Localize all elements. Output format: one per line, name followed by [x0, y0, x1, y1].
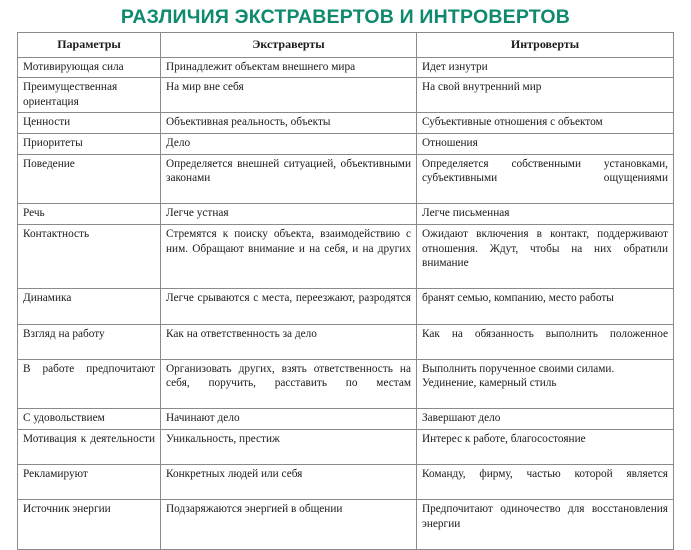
header-row — [18, 33, 674, 58]
cell-parameter: Приоритеты — [18, 133, 161, 154]
cell-introvert: Как на обязанность выполнить положенное — [417, 324, 674, 359]
cell-introvert: Выполнить порученное своими силами. Уединение, камерный стиль — [417, 359, 674, 409]
cell-introvert: Субъективные отношения с объектом — [417, 113, 674, 134]
table-row — [18, 465, 674, 500]
cell-extravert: Принадлежит объектам внешнего мира — [161, 57, 417, 78]
cell-parameter: Поведение — [18, 154, 161, 204]
cell-parameter: Контактность — [18, 224, 161, 288]
cell-parameter: Преимущественная ориентация — [18, 78, 161, 113]
cell-extravert: Легче устная — [161, 204, 417, 225]
cell-extravert: Организовать других, взять ответственность на себя, поручить, расставить по местам — [161, 359, 417, 409]
table-row — [18, 324, 674, 359]
cell-extravert: Определяется внешней ситуацией, объективными законами — [161, 154, 417, 204]
cell-introvert: Команду, фирму, частью которой является — [417, 465, 674, 500]
cell-parameter: Мотивирующая сила — [18, 57, 161, 78]
header-cell-introverts: Интроверты — [417, 33, 674, 58]
cell-introvert: Интерес к работе, благосостояние — [417, 430, 674, 465]
cell-extravert: Легче срываются с места, переезжают, разродятся — [161, 289, 417, 324]
table-row — [18, 204, 674, 225]
cell-parameter: С удовольствием — [18, 409, 161, 430]
cell-parameter: В работе предпочитают — [18, 359, 161, 409]
cell-extravert: Начинают дело — [161, 409, 417, 430]
table-row — [18, 78, 674, 113]
table-row — [18, 57, 674, 78]
cell-parameter: Источник энергии — [18, 500, 161, 550]
page-title: РАЗЛИЧИЯ ЭКСТРАВЕРТОВ И ИНТРОВЕРТОВ — [120, 6, 571, 28]
cell-introvert: Ожидают включения в контакт, поддерживают отношения. Ждут, чтобы на них обратили внимание — [417, 224, 674, 288]
table-row — [18, 113, 674, 134]
table-body — [18, 57, 674, 550]
cell-extravert: Стремятся к поиску объекта, взаимодействию с ним. Обращают внимание и на себя, и на других — [161, 224, 417, 288]
table-row — [18, 224, 674, 288]
comparison-table — [17, 32, 674, 550]
table-container — [17, 32, 673, 550]
cell-extravert: На мир вне себя — [161, 78, 417, 113]
table-row — [18, 133, 674, 154]
cell-parameter: Мотивация к деятельности — [18, 430, 161, 465]
table-row — [18, 500, 674, 550]
cell-extravert: Конкретных людей или себя — [161, 465, 417, 500]
cell-parameter: Динамика — [18, 289, 161, 324]
cell-extravert: Как на ответственность за дело — [161, 324, 417, 359]
cell-introvert: На свой внутренний мир — [417, 78, 674, 113]
table-header — [18, 33, 674, 58]
table-row — [18, 430, 674, 465]
header-cell-extraverts: Экстраверты — [161, 33, 417, 58]
cell-parameter: Ценности — [18, 113, 161, 134]
cell-extravert: Уникальность, престиж — [161, 430, 417, 465]
cell-introvert: Легче письменная — [417, 204, 674, 225]
table-row — [18, 359, 674, 409]
cell-extravert: Подзаряжаются энергией в общении — [161, 500, 417, 550]
cell-parameter: Рекламируют — [18, 465, 161, 500]
cell-extravert: Дело — [161, 133, 417, 154]
cell-introvert: Определяется собственными установками, субъективными ощущениями — [417, 154, 674, 204]
cell-introvert: Отношения — [417, 133, 674, 154]
table-row — [18, 154, 674, 204]
cell-extravert: Объективная реальность, объекты — [161, 113, 417, 134]
cell-introvert: Предпочитают одиночество для восстановления энергии — [417, 500, 674, 550]
cell-introvert: бранят семью, компанию, место работы — [417, 289, 674, 324]
table-row — [18, 409, 674, 430]
header-cell-parameters: Параметры — [18, 33, 161, 58]
cell-introvert: Завершают дело — [417, 409, 674, 430]
table-row — [18, 289, 674, 324]
cell-introvert: Идет изнутри — [417, 57, 674, 78]
cell-parameter: Речь — [18, 204, 161, 225]
cell-parameter: Взгляд на работу — [18, 324, 161, 359]
